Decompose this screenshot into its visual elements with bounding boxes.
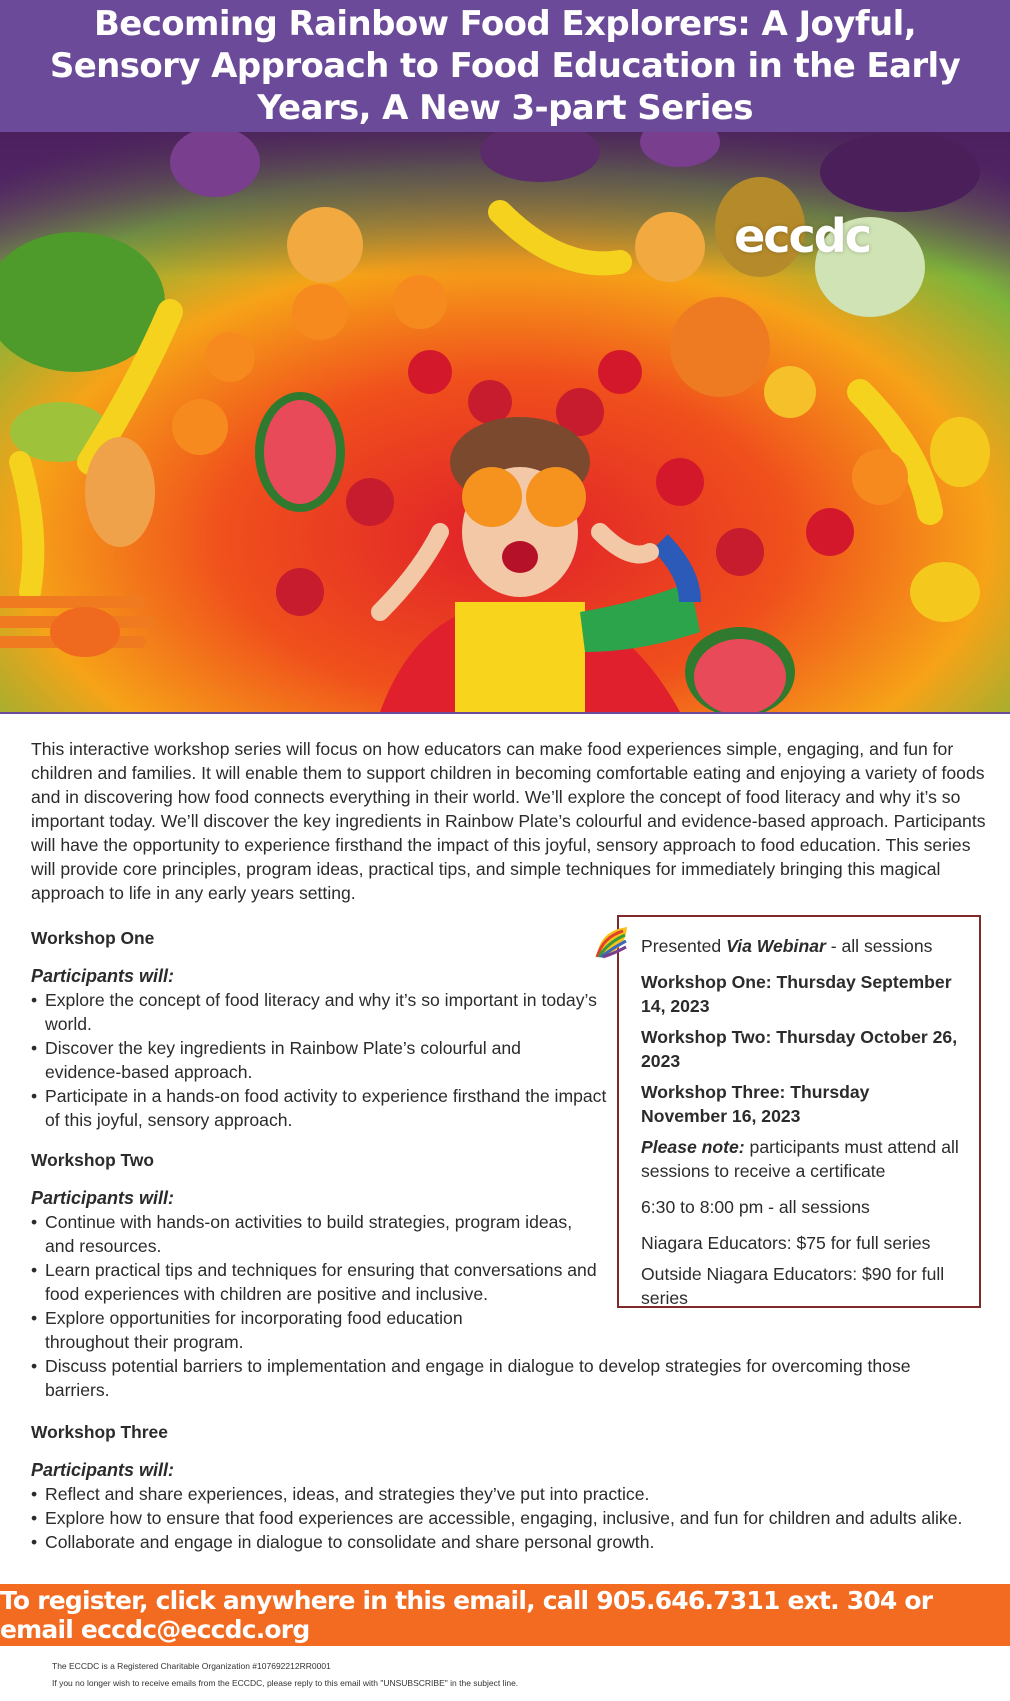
page-title: Becoming Rainbow Food Explorers: A Joyful, Sensory Approach to Food Education in the Early Years, A New 3-part Series	[49, 4, 961, 128]
list-item: • Explore the concept of food literacy and why it’s so important in today’s world.	[31, 988, 610, 1036]
date-workshop-two: Workshop Two: Thursday October 26, 2023	[641, 1027, 958, 1071]
presented-prefix: Presented	[641, 936, 727, 956]
list-item: • Discover the key ingredients in Rainbow Plate’s colourful and evidence-based approach.	[31, 1036, 565, 1084]
charity-number: The ECCDC is a Registered Charitable Organization #107692212RR0001	[52, 1661, 331, 1671]
session-time: 6:30 to 8:00 pm - all sessions	[641, 1197, 870, 1217]
workshop-three-list	[31, 1482, 991, 1554]
workshop-one-title: Workshop One	[31, 928, 155, 948]
list-item: • Explore opportunities for incorporating food education throughout their program.	[31, 1306, 535, 1354]
list-item: • Reflect and share experiences, ideas, and strategies they’ve put into practice.	[31, 1482, 991, 1506]
price-niagara: Niagara Educators: $75 for full series	[641, 1233, 931, 1253]
eccdc-logo: eccdc	[734, 209, 870, 263]
hero-image[interactable]	[0, 132, 1010, 714]
note-text: participants must attend all sessions to receive a certificate	[641, 1137, 959, 1181]
fine-print	[52, 1658, 518, 1692]
session-info-box	[617, 915, 981, 1308]
workshop-three-title: Workshop Three	[31, 1422, 168, 1442]
workshop-three-section	[31, 1420, 991, 1554]
workshop-one-participants-label: Participants will:	[31, 966, 175, 986]
rainbow-leaf-icon	[593, 923, 633, 963]
presented-via: Via Webinar	[726, 936, 826, 956]
price-outside: Outside Niagara Educators: $90 for full series	[641, 1264, 945, 1308]
workshop-two-title: Workshop Two	[31, 1150, 155, 1170]
presented-line	[641, 934, 959, 958]
list-item: • Explore how to ensure that food experiences are accessible, engaging, inclusive, and fun for children and adults alike.	[31, 1506, 1000, 1530]
workshop-three-participants-label: Participants will:	[31, 1460, 175, 1480]
date-workshop-one: Workshop One: Thursday September 14, 2023	[641, 972, 952, 1016]
list-item: • Continue with hands-on activities to build strategies, program ideas, and resources.	[31, 1210, 585, 1258]
presented-suffix: - all sessions	[825, 936, 933, 956]
header-banner	[0, 0, 1010, 132]
workshop-two-participants-label: Participants will:	[31, 1188, 175, 1208]
date-workshop-three: Workshop Three: Thursday November 16, 2023	[641, 1082, 870, 1126]
list-item: • Collaborate and engage in dialogue to consolidate and share personal growth.	[31, 1530, 991, 1554]
list-item: • Participate in a hands-on food activity to experience firsthand the impact of this joyful, sensory approach.	[31, 1084, 625, 1132]
intro-paragraph: This interactive workshop series will focus on how educators can make food experiences simple, engaging, and fun for children and families. It will enable them to support children in becoming comfortable eating and enjoying a variety of foods and in discovering how food connects everything in their world. We’ll explore the concept of food literacy and why it’s so important today. We’ll discover the key ingredients in Rainbow Plate’s colourful and evidence-based approach. Participants will have the opportunity to experience firsthand the impact of this joyful, sensory approach to food education. This series will provide core principles, program ideas, practical tips, and simple techniques for immediately bringing this magical approach to life in any early years setting.	[31, 739, 986, 903]
list-item: • Learn practical tips and techniques for ensuring that conversations and food experiences with children are positive and inclusive.	[31, 1258, 625, 1306]
attendance-note	[641, 1135, 959, 1183]
workshop-one-section	[31, 926, 621, 1132]
note-label: Please note:	[641, 1137, 745, 1157]
register-button[interactable]: To register, click anywhere in this email, call 905.646.7311 ext. 304 or email eccdc@eccdc.org	[0, 1584, 1010, 1646]
workshop-one-list	[31, 988, 621, 1132]
list-item: • Discuss potential barriers to implementation and engage in dialogue to develop strategies for overcoming those barriers.	[31, 1354, 975, 1402]
unsubscribe-note: If you no longer wish to receive emails from the ECCDC, please reply to this email with "UNSUBSCRIBE" in the subject line.	[52, 1678, 519, 1688]
